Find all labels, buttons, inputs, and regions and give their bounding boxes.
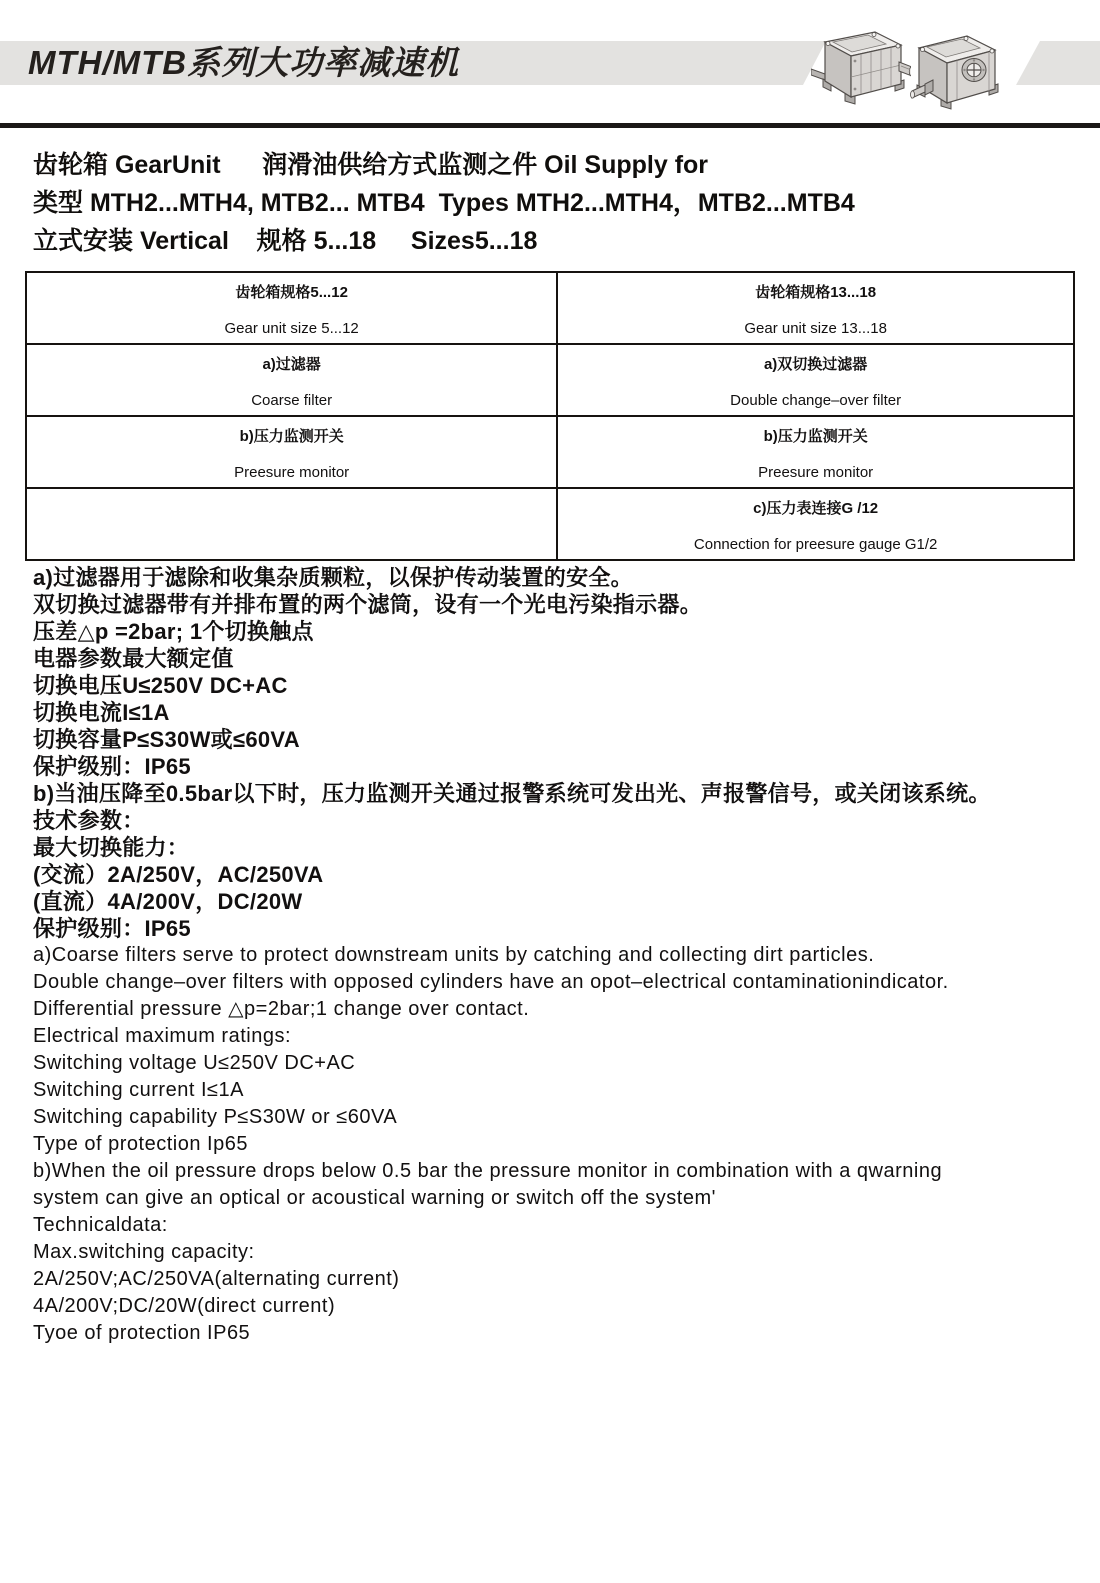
intro-line-3: 立式安装 Vertical 规格 5...18 Sizes5...18 bbox=[33, 227, 538, 255]
table-row bbox=[26, 488, 1074, 560]
table-cell-empty bbox=[27, 489, 556, 559]
note-line-en: Tyoe of protection IP65 bbox=[33, 1322, 251, 1344]
table-cell bbox=[27, 345, 556, 415]
header-divider-rule bbox=[0, 123, 1100, 128]
note-line-zh: b)当油压降至0.5bar以下时，压力监测开关通过报警系统可发出光、声报警信号，或关闭该系统。 bbox=[33, 781, 991, 806]
note-line-zh: 切换电流I≤1A bbox=[33, 700, 170, 725]
cell-text-en: Preesure monitor bbox=[758, 464, 874, 481]
note-line-zh: 压差△p =2bar; 1个切换触点 bbox=[33, 619, 314, 644]
note-line-zh: 切换电压U≤250V DC+AC bbox=[33, 673, 288, 698]
cell-text-en: Coarse filter bbox=[251, 392, 333, 409]
note-line-en: Double change–over filters with opposed cylinders have an opot–electrical contaminationindicator. bbox=[33, 971, 949, 993]
cell-text-zh: b)压力监测开关 bbox=[763, 428, 868, 445]
notes-english bbox=[33, 942, 1083, 1347]
note-line-en: 4A/200V;DC/20W(direct current) bbox=[33, 1295, 336, 1317]
note-line-zh: 双切换过滤器带有并排布置的两个滤筒，设有一个光电污染指示器。 bbox=[33, 592, 703, 617]
note-line-en: Switching voltage U≤250V DC+AC bbox=[33, 1052, 356, 1074]
table-cell bbox=[558, 489, 1073, 559]
gearbox-left-image bbox=[811, 25, 911, 111]
table-cell bbox=[558, 345, 1073, 415]
note-line-zh: a)过滤器用于滤除和收集杂质颗粒，以保护传动装置的安全。 bbox=[33, 565, 633, 590]
note-line-zh: 最大切换能力： bbox=[33, 835, 190, 860]
note-line-en: Switching current I≤1A bbox=[33, 1079, 244, 1101]
cell-text-en: Gear unit size 13...18 bbox=[744, 320, 887, 337]
note-line-en: a)Coarse filters serve to protect downstream units by catching and collecting dirt particles. bbox=[33, 944, 875, 966]
cell-text-zh: a)过滤器 bbox=[262, 356, 321, 373]
table-cell bbox=[558, 417, 1073, 487]
note-line-en: Switching capability P≤S30W or ≤60VA bbox=[33, 1106, 398, 1128]
cell-text-zh: b)压力监测开关 bbox=[239, 428, 344, 445]
note-line-zh: 技术参数： bbox=[33, 808, 145, 833]
cell-text-en: Preesure monitor bbox=[234, 464, 350, 481]
cell-text-en: Double change–over filter bbox=[730, 392, 902, 409]
note-line-zh: 保护级别：IP65 bbox=[33, 916, 191, 941]
intro-heading bbox=[33, 146, 855, 260]
table-row bbox=[26, 416, 1074, 488]
note-line-en: b)When the oil pressure drops below 0.5 bar the pressure monitor in combination with a qwarning bbox=[33, 1160, 943, 1182]
note-line-zh: 切换容量P≤S30W或≤60VA bbox=[33, 727, 300, 752]
note-line-en: 2A/250V;AC/250VA(alternating current) bbox=[33, 1268, 400, 1290]
table-row bbox=[26, 344, 1074, 416]
table-row bbox=[26, 272, 1074, 344]
cell-text-zh: 齿轮箱规格5...12 bbox=[235, 284, 348, 301]
note-line-en: Type of protection Ip65 bbox=[33, 1133, 248, 1155]
intro-line-2: 类型 MTH2...MTH4, MTB2... MTB4 Types MTH2...MTH4，MTB2...MTB4 bbox=[33, 189, 855, 217]
table-cell bbox=[27, 273, 556, 343]
note-line-en: system can give an optical or acoustical warning or switch off the system' bbox=[33, 1187, 716, 1209]
cell-text-en: Gear unit size 5...12 bbox=[224, 320, 359, 337]
notes-chinese bbox=[33, 564, 1083, 942]
note-line-zh: (交流）2A/250V，AC/250VA bbox=[33, 862, 324, 887]
note-line-en: Differential pressure △p=2bar;1 change over contact. bbox=[33, 998, 530, 1020]
cell-text-en: Connection for preesure gauge G1/2 bbox=[693, 536, 938, 553]
oil-supply-table bbox=[25, 271, 1075, 561]
page-title: MTH/MTB系列大功率减速机 bbox=[28, 44, 460, 81]
note-line-en: Technicaldata: bbox=[33, 1214, 168, 1236]
cell-text-zh: c)压力表连接G /12 bbox=[753, 500, 879, 517]
intro-line-1: 齿轮箱 GearUnit 润滑油供给方式监测之件 Oil Supply for bbox=[33, 151, 709, 179]
cell-text-zh: a)双切换过滤器 bbox=[763, 356, 868, 373]
table-cell bbox=[558, 273, 1073, 343]
cell-text-zh: 齿轮箱规格13...18 bbox=[755, 284, 877, 301]
gearbox-right-image bbox=[909, 25, 1004, 111]
note-line-en: Max.switching capacity: bbox=[33, 1241, 255, 1263]
table-cell bbox=[27, 417, 556, 487]
note-line-en: Electrical maximum ratings: bbox=[33, 1025, 292, 1047]
note-line-zh: 保护级别：IP65 bbox=[33, 754, 191, 779]
notes-section bbox=[33, 564, 1083, 1347]
note-line-zh: 电器参数最大额定值 bbox=[33, 646, 234, 671]
note-line-zh: (直流）4A/200V，DC/20W bbox=[33, 889, 303, 914]
